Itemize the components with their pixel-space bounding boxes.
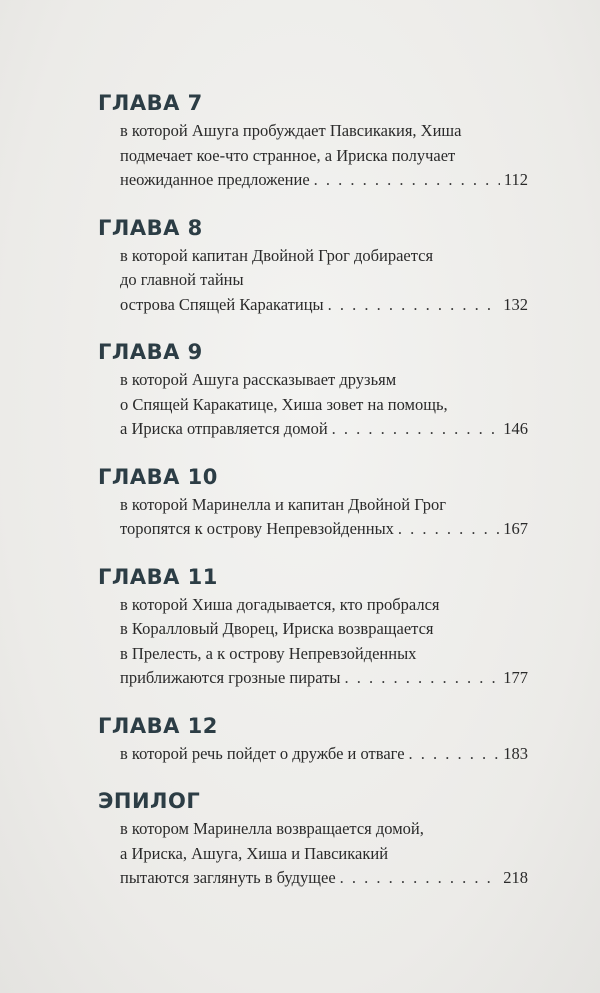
description-last-line (120, 168, 528, 193)
dot-leader (409, 742, 500, 767)
table-of-contents (98, 90, 528, 913)
dot-leader (332, 417, 500, 442)
description-line: а Ириска отправляется домой (120, 419, 328, 438)
description-last-line (120, 666, 528, 691)
chapter-title: ГЛАВА 12 (98, 713, 218, 738)
description-line: в которой речь пойдет о дружбе и отваге (120, 743, 405, 763)
page-number: 112 (503, 170, 528, 189)
toc-entry-chapter-11 (98, 564, 528, 691)
toc-entry-chapter-7 (98, 90, 528, 193)
chapter-description (120, 742, 528, 767)
description-line: подмечает кое-что странное, а Ириска получает (120, 145, 456, 165)
description-line: пытаются заглянуть в будущее (120, 868, 336, 887)
description-line: неожиданное предложение (120, 170, 310, 189)
dot-leader (314, 168, 500, 193)
description-line: в Прелесть, а к острову Непревзойденных (120, 643, 417, 663)
description-line: в которой Ашуга пробуждает Павсикакия, Хиша (120, 121, 462, 140)
chapter-description (120, 493, 528, 542)
page-number: 167 (503, 519, 528, 538)
description-last-line (120, 742, 528, 767)
dot-leader (328, 293, 500, 318)
description-line: в которой Хиша догадывается, кто пробрался (120, 594, 440, 614)
page-number: 146 (503, 419, 528, 438)
description-line: торопятся к острову Непревзойденных (120, 519, 394, 538)
chapter-title: ГЛАВА 9 (98, 340, 203, 364)
description-line: в которой капитан Двойной Грог добирается (120, 245, 434, 265)
page-number: 132 (503, 294, 528, 314)
chapter-title: ГЛАВА 11 (98, 564, 218, 589)
toc-entry-chapter-10 (98, 464, 528, 542)
description-line: в Коралловый Дворец, Ириска возвращается (120, 619, 434, 638)
page-number: 177 (503, 668, 528, 687)
description-line: в которой Ашуга рассказывает друзьям (120, 370, 397, 389)
page-number: 183 (503, 743, 528, 763)
chapter-title: ГЛАВА 8 (98, 215, 203, 240)
chapter-title: ЭПИЛОГ (98, 789, 201, 813)
description-line: а Ириска, Ашуга, Хиша и Павсикакий (120, 843, 389, 863)
description-last-line (120, 417, 528, 442)
chapter-description (120, 368, 528, 442)
chapter-description (120, 817, 528, 891)
chapter-description (120, 244, 528, 318)
dot-leader (340, 866, 500, 891)
toc-entry-chapter-9 (98, 339, 528, 442)
toc-entry-chapter-8 (98, 215, 528, 318)
toc-entry-chapter-12 (98, 713, 528, 767)
chapter-title: ГЛАВА 7 (98, 91, 203, 115)
description-line: о Спящей Каракатице, Хиша зовет на помощь, (120, 394, 448, 414)
description-last-line (120, 293, 528, 318)
dot-leader (398, 517, 499, 542)
chapter-description (120, 119, 528, 193)
description-line: приближаются грозные пираты (120, 668, 341, 687)
toc-entry-epilogue (98, 788, 528, 891)
page-number: 218 (503, 868, 528, 887)
description-line: до главной тайны (120, 270, 244, 289)
description-last-line (120, 866, 528, 891)
description-line: острова Спящей Каракатицы (120, 294, 324, 314)
description-line: в котором Маринелла возвращается домой, (120, 819, 424, 838)
description-last-line (120, 517, 528, 542)
description-line: в которой Маринелла и капитан Двойной Грог (120, 494, 446, 514)
dot-leader (345, 666, 500, 691)
chapter-title: ГЛАВА 10 (98, 464, 218, 489)
chapter-description (120, 593, 528, 691)
